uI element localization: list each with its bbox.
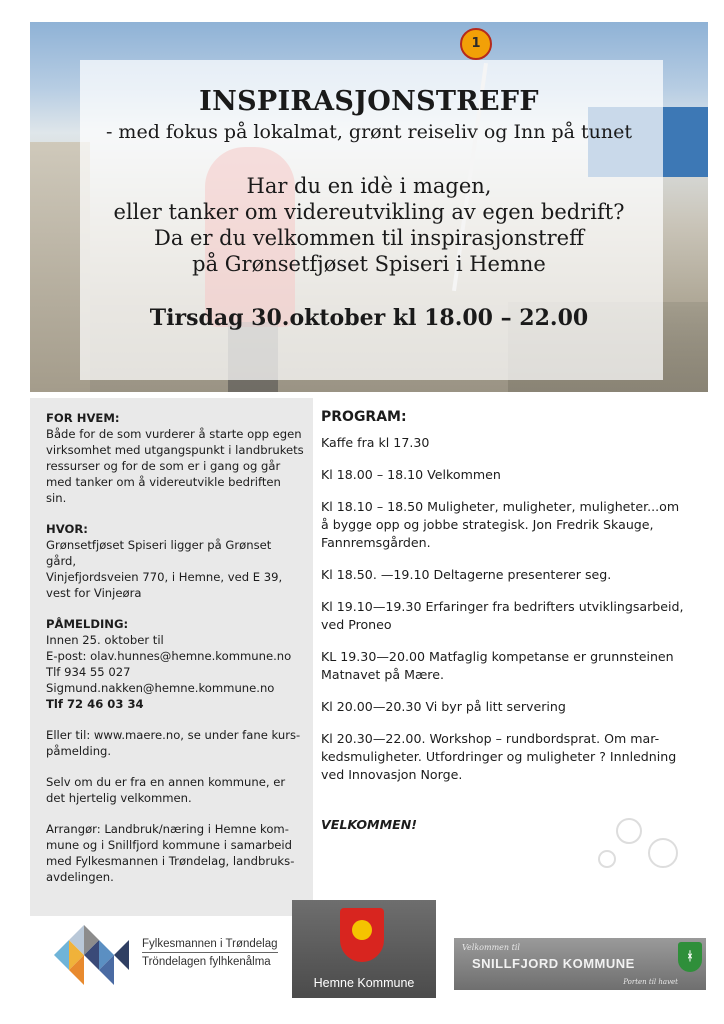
text-line: Vinjefjordsveien 770, i Hemne, ved E 39, xyxy=(46,570,283,584)
phone-line: Tlf 934 55 027 xyxy=(46,665,131,679)
section-heading: PÅMELDING: xyxy=(46,617,129,631)
program-item-line: Kl 20.30—22.00. Workshop – rundbordsprat. Om mar- xyxy=(321,731,660,746)
event-date: Tirsdag 30.oktober kl 18.00 – 22.00 xyxy=(149,305,589,331)
program-item-line: Kl 18.10 – 18.50 Muligheter, muligheter, muligheter...om xyxy=(321,499,680,514)
invitation-text xyxy=(30,173,708,277)
invitation-line: Da er du velkommen til inspirasjonstreff xyxy=(154,226,584,250)
program-item xyxy=(321,498,710,552)
phone-line: Tlf 72 46 03 34 xyxy=(46,697,144,711)
program-item xyxy=(321,648,710,684)
text-line: vest for Vinjeøra xyxy=(46,586,142,600)
fylkesmannen-text xyxy=(142,936,278,970)
text-line: virksomhet med utgangspunkt i landbrukets xyxy=(46,443,304,457)
hvor-section xyxy=(46,521,305,601)
arrangor-section xyxy=(46,821,305,885)
text-line: Eller til: www.maere.no, se under fane kurs- xyxy=(46,728,301,742)
text-line: påmelding. xyxy=(46,744,112,758)
text-line: sin. xyxy=(46,491,67,505)
email-line: Sigmund.nakken@hemne.kommune.no xyxy=(46,681,275,695)
program-item-line: kedsmuligheter. Utfordringer og muligheter ? Innledning xyxy=(321,749,677,764)
program-item xyxy=(321,598,710,634)
hemne-logo xyxy=(292,900,436,998)
eller-section xyxy=(46,727,305,759)
snillfjord-welcome: Velkommen til xyxy=(462,943,520,952)
info-column xyxy=(30,398,313,916)
text-line: ressurser og for de som er i gang og går xyxy=(46,459,281,473)
pamelding-section xyxy=(46,616,305,712)
program-item xyxy=(321,730,710,784)
program-item-line: Kl 18.50. —19.10 Deltagerne presenterer seg. xyxy=(321,567,612,582)
program-item-line: ved Innovasjon Norge. xyxy=(321,767,463,782)
closing-text: VELKOMMEN! xyxy=(321,817,417,832)
event-subtitle: - med fokus på lokalmat, grønt reiseliv og Inn på tunet xyxy=(105,121,633,143)
text-line: mune og i Snillfjord kommune i samarbeid xyxy=(46,838,293,852)
program-item xyxy=(321,566,710,584)
text-line: avdelingen. xyxy=(46,870,114,884)
program-item xyxy=(321,466,710,484)
program-item xyxy=(321,434,710,452)
fylkesmannen-sami-name: Tröndelagen fylhkenålma xyxy=(142,952,278,970)
program-item-line: KL 19.30—20.00 Matfaglig kompetanse er grunnsteinen xyxy=(321,649,674,664)
snillfjord-name: SNILLFJORD KOMMUNE xyxy=(472,956,635,971)
decorative-swirl-icon xyxy=(598,850,616,868)
invitation-line: eller tanker om videreutvikling av egen bedrift? xyxy=(113,200,625,224)
fylkesmannen-logo-icon xyxy=(44,920,134,990)
text-line: Både for de som vurderer å starte opp egen xyxy=(46,427,302,441)
decorative-swirl-icon xyxy=(616,818,642,844)
program-item xyxy=(321,698,710,716)
flower-icon xyxy=(352,920,372,940)
program-item-line: Kl 18.00 – 18.10 Velkommen xyxy=(321,467,501,482)
program-item-line: ved Proneo xyxy=(321,617,392,632)
text-line: det hjertelig velkommen. xyxy=(46,791,192,805)
for-hvem-section xyxy=(46,410,305,506)
hero-text xyxy=(30,86,708,331)
text-line: med tanker om å videreutvikle bedriften xyxy=(46,475,281,489)
email-line: E-post: olav.hunnes@hemne.kommune.no xyxy=(46,649,292,663)
hemne-label: Hemne Kommune xyxy=(313,976,415,990)
logo-strip xyxy=(0,890,724,1024)
snillfjord-tagline: Porten til havet xyxy=(623,978,678,986)
program-item-line: Kl 20.00—20.30 Vi byr på litt servering xyxy=(321,699,566,714)
text-line: Selv om du er fra en annen kommune, er xyxy=(46,775,286,789)
invitation-line: på Grønsetfjøset Spiseri i Hemne xyxy=(192,252,546,276)
program-item-line: Matnavet på Mære. xyxy=(321,667,444,682)
program-item-line: Kl 19.10—19.30 Erfaringer fra bedrifters utviklingsarbeid, xyxy=(321,599,684,614)
program-list xyxy=(318,434,710,784)
text-line: Arrangør: Landbruk/næring i Hemne kom- xyxy=(46,822,289,836)
trail-sign-icon: 1 xyxy=(460,28,492,60)
invitation-line: Har du en idè i magen, xyxy=(246,174,492,198)
text-line: Innen 25. oktober til xyxy=(46,633,164,647)
decorative-swirl-icon xyxy=(648,838,678,868)
program-item-line: Kaffe fra kl 17.30 xyxy=(321,435,430,450)
program-column xyxy=(318,398,710,888)
text-line: Grønsetfjøset Spiseri ligger på Grønset gård, xyxy=(46,538,272,568)
section-heading: FOR HVEM: xyxy=(46,411,120,425)
section-heading: HVOR: xyxy=(46,522,88,536)
event-title: INSPIRASJONSTREFF xyxy=(199,86,539,117)
snillfjord-emblem-icon: ᚼ xyxy=(678,942,702,972)
snillfjord-logo xyxy=(454,938,706,990)
program-heading: PROGRAM: xyxy=(321,409,407,425)
welcome-note xyxy=(46,774,305,806)
fylkesmannen-name: Fylkesmannen i Trøndelag xyxy=(142,938,278,950)
text-line: med Fylkesmannen i Trøndelag, landbruks- xyxy=(46,854,295,868)
program-item-line: Fannremsgården. xyxy=(321,535,431,550)
program-item-line: å bygge opp og jobbe strategisk. Jon Fredrik Skauge, xyxy=(321,517,654,532)
